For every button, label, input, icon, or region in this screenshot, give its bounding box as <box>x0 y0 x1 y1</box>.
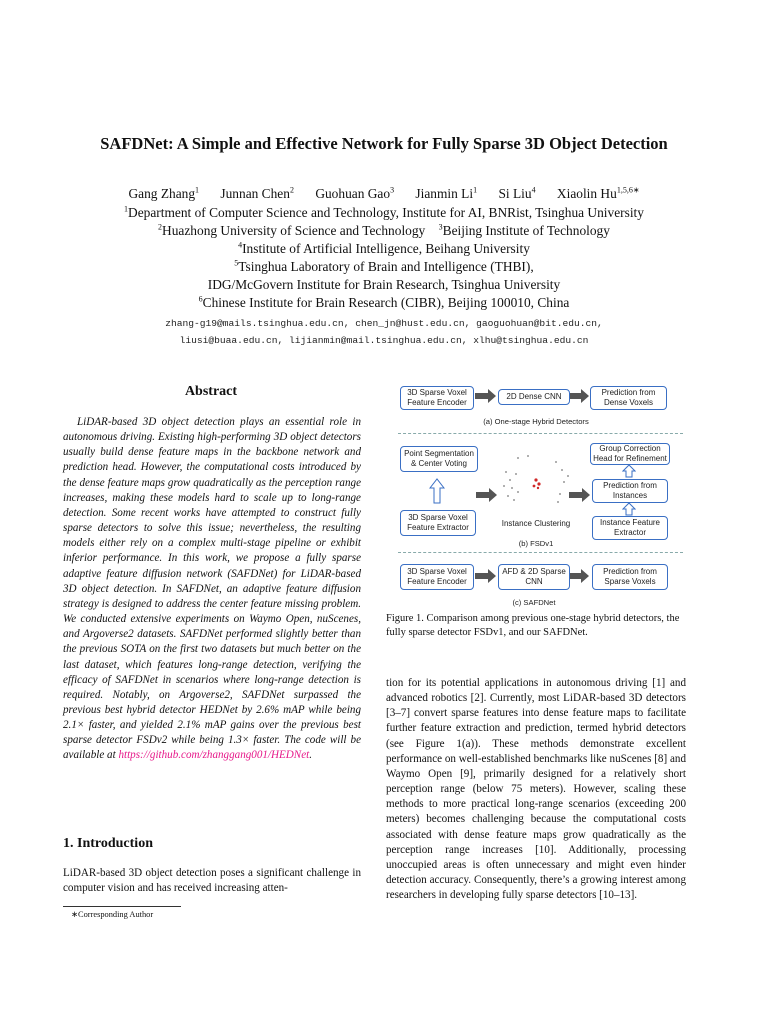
affiliation-4: $^4$Institute of Artificial Intelligence, Beihang University <box>238 240 530 256</box>
arrow-right-icon <box>568 487 592 503</box>
fig-c-afd-box: AFD & 2D Sparse CNN <box>498 564 570 590</box>
section-heading-introduction: 1. Introduction <box>63 836 153 851</box>
point-cloud-cluster-icon <box>498 452 578 512</box>
fig-a-encoder-box: 3D Sparse Voxel Feature Encoder <box>400 386 474 410</box>
arrow-right-icon <box>475 487 499 503</box>
arrow-right-icon <box>569 388 591 404</box>
email-line-2: liusi@buaa.edu.cn, lijianmin@mail.tsinghua.edu.cn, xlhu@tsinghua.edu.cn <box>179 335 589 346</box>
fig-b-prediction-box: Prediction from Instances <box>592 479 668 503</box>
fig-b-instance-extractor-box: Instance Feature Extractor <box>592 516 668 540</box>
footnote: ∗Corresponding Author <box>71 910 154 919</box>
fig-b-caption: (b) FSDv1 <box>518 539 554 548</box>
author: Xiaolin $Hu^{1,5,6∗}$ <box>556 185 640 201</box>
arrow-right-icon <box>569 568 591 584</box>
fig-b-extractor-box: 3D Sparse Voxel Feature Extractor <box>400 510 476 536</box>
divider <box>398 433 683 434</box>
author: Junnan Chen$^2$ <box>220 185 294 201</box>
fig-c-prediction-box: Prediction from Sparse Voxels <box>592 564 668 590</box>
figure-caption: Figure 1. Comparison among previous one-stage hybrid detectors, the fully sparse detector FSDv1, and our SAFDNet. <box>386 613 680 638</box>
fig-b-clustering-label: Instance Clustering <box>501 519 571 528</box>
affiliation-5b: IDG/McGovern Institute for Brain Research, Tsinghua University <box>207 277 561 292</box>
author: Guohuan Gao$^3$ <box>315 185 395 201</box>
footnote-rule <box>63 906 181 907</box>
fig-a-dense-cnn-box: 2D Dense CNN <box>498 389 570 405</box>
paper-title: SAFDNet: A Simple and Effective Network for Fully Sparse 3D Object Detection <box>100 134 668 153</box>
fig-a-caption: (a) One-stage Hybrid Detectors <box>483 417 589 426</box>
intro-continued-text: tion for its potential applications in autonomous driving [1] and advanced robotics [2]. Currently, most LiDAR-based 3D detectors [3–7] convert sparse features into dense feature maps to facilitate further feature extraction and prediction, termed hybrid detectors (see Figure 1(a)). These methods demonstrate excellent performance on well-established benchmarks like nuScenes [8] and Waymo Open [9], primarily designed for a relatively short perception range (below 75 meters). However, scaling these methods to more practical long-range scenarios (exceeding 200 meters) becomes challenging because the computational costs associated with dense feature maps grow quadratically as the perception range increases [10]. Additionally, processing unoccupied areas is often unnecessary and might even hinder detection accuracy. Consequently, there’s a growing interest among researchers in developing fully sparse detectors [10–13]. <box>386 677 686 902</box>
fig-b-correction-box: Group Correction Head for Refinement <box>590 443 670 465</box>
fig-c-caption: (c) SAFDNet <box>512 598 556 607</box>
arrow-up-icon <box>622 502 636 516</box>
affiliation-5: $^5$Tsinghua Laboratory of Brain and Intelligence (THBI), <box>234 258 534 274</box>
arrow-right-icon <box>474 388 498 404</box>
author: Si Liu$^4$ <box>498 185 536 201</box>
affiliation-1: $^1$Department of Computer Science and Technology, Institute for AI, BNRist, Tsinghua University <box>124 204 644 220</box>
affiliation-2-3: $^2$Huazhong University of Science and Technology $^3$Beijing Institute of Technology <box>158 222 610 238</box>
fig-b-segmentation-box: Point Segmentation & Center Voting <box>400 446 478 472</box>
affiliation-6: $^6$Chinese Institute for Brain Research (CIBR), Beijing 100010, China <box>198 294 570 310</box>
abstract-heading: Abstract <box>184 384 238 399</box>
abstract-text: LiDAR-based 3D object detection plays an essential role in autonomous driving. Existing high-performing 3D object detectors usually build dense feature maps in the backbone network and prediction head. However, the computational costs introduced by the dense feature maps grow quadratically as the perception range increases, making these models hard to scale up to long-range detection. Some recent works have attempted to construct fully sparse detectors to solve this issue; nevertheless, the resulting models either rely on a complex multi-stage pipeline or exhibit inferior performance. In this work, we propose a fully sparse adaptive feature diffusion network (SAFDNet) for LiDAR-based 3D object detection. In SAFDNet, an adaptive feature diffusion strategy is designed to address the center feature missing problem. We conducted extensive experiments on Waymo Open, nuScenes, and Argoverse2 datasets. SAFDNet performed slightly better than the previous SOTA on the first two datasets but much better on the last dataset, which features long-range detection, verifying the efficacy of SAFDNet in scenarios where long-range detection is required. Notably, on Argoverse2, SAFDNet surpassed the previous best hybrid detector HEDNet by 2.6% mAP while being 2.1× faster, and yielded 2.1% mAP gains over the previous best sparse detector FSDv2 while being 1.3× faster. The code will be available at https://github.com/zhanggang001/HEDNet. <box>63 416 361 762</box>
author: Jianmin Li$^1$ <box>415 185 478 201</box>
arrow-right-icon <box>474 568 498 584</box>
arrow-up-icon <box>622 464 636 478</box>
email-line-1: zhang-g19@mails.tsinghua.edu.cn, chen_jn@hust.edu.cn, gaoguohuan@bit.edu.cn, <box>165 318 603 329</box>
author: Gang Zhang$^1$ <box>128 185 200 201</box>
code-link[interactable]: https://github.com/zhanggang001/HEDNet <box>118 749 310 762</box>
fig-a-prediction-box: Prediction from Dense Voxels <box>590 386 667 410</box>
fig-c-encoder-box: 3D Sparse Voxel Feature Encoder <box>400 564 474 590</box>
divider <box>398 552 683 553</box>
author-list <box>0 186 768 202</box>
arrow-up-icon <box>429 478 445 504</box>
intro-text: LiDAR-based 3D object detection poses a significant challenge in computer vision and has received increasing atten- <box>63 867 361 895</box>
